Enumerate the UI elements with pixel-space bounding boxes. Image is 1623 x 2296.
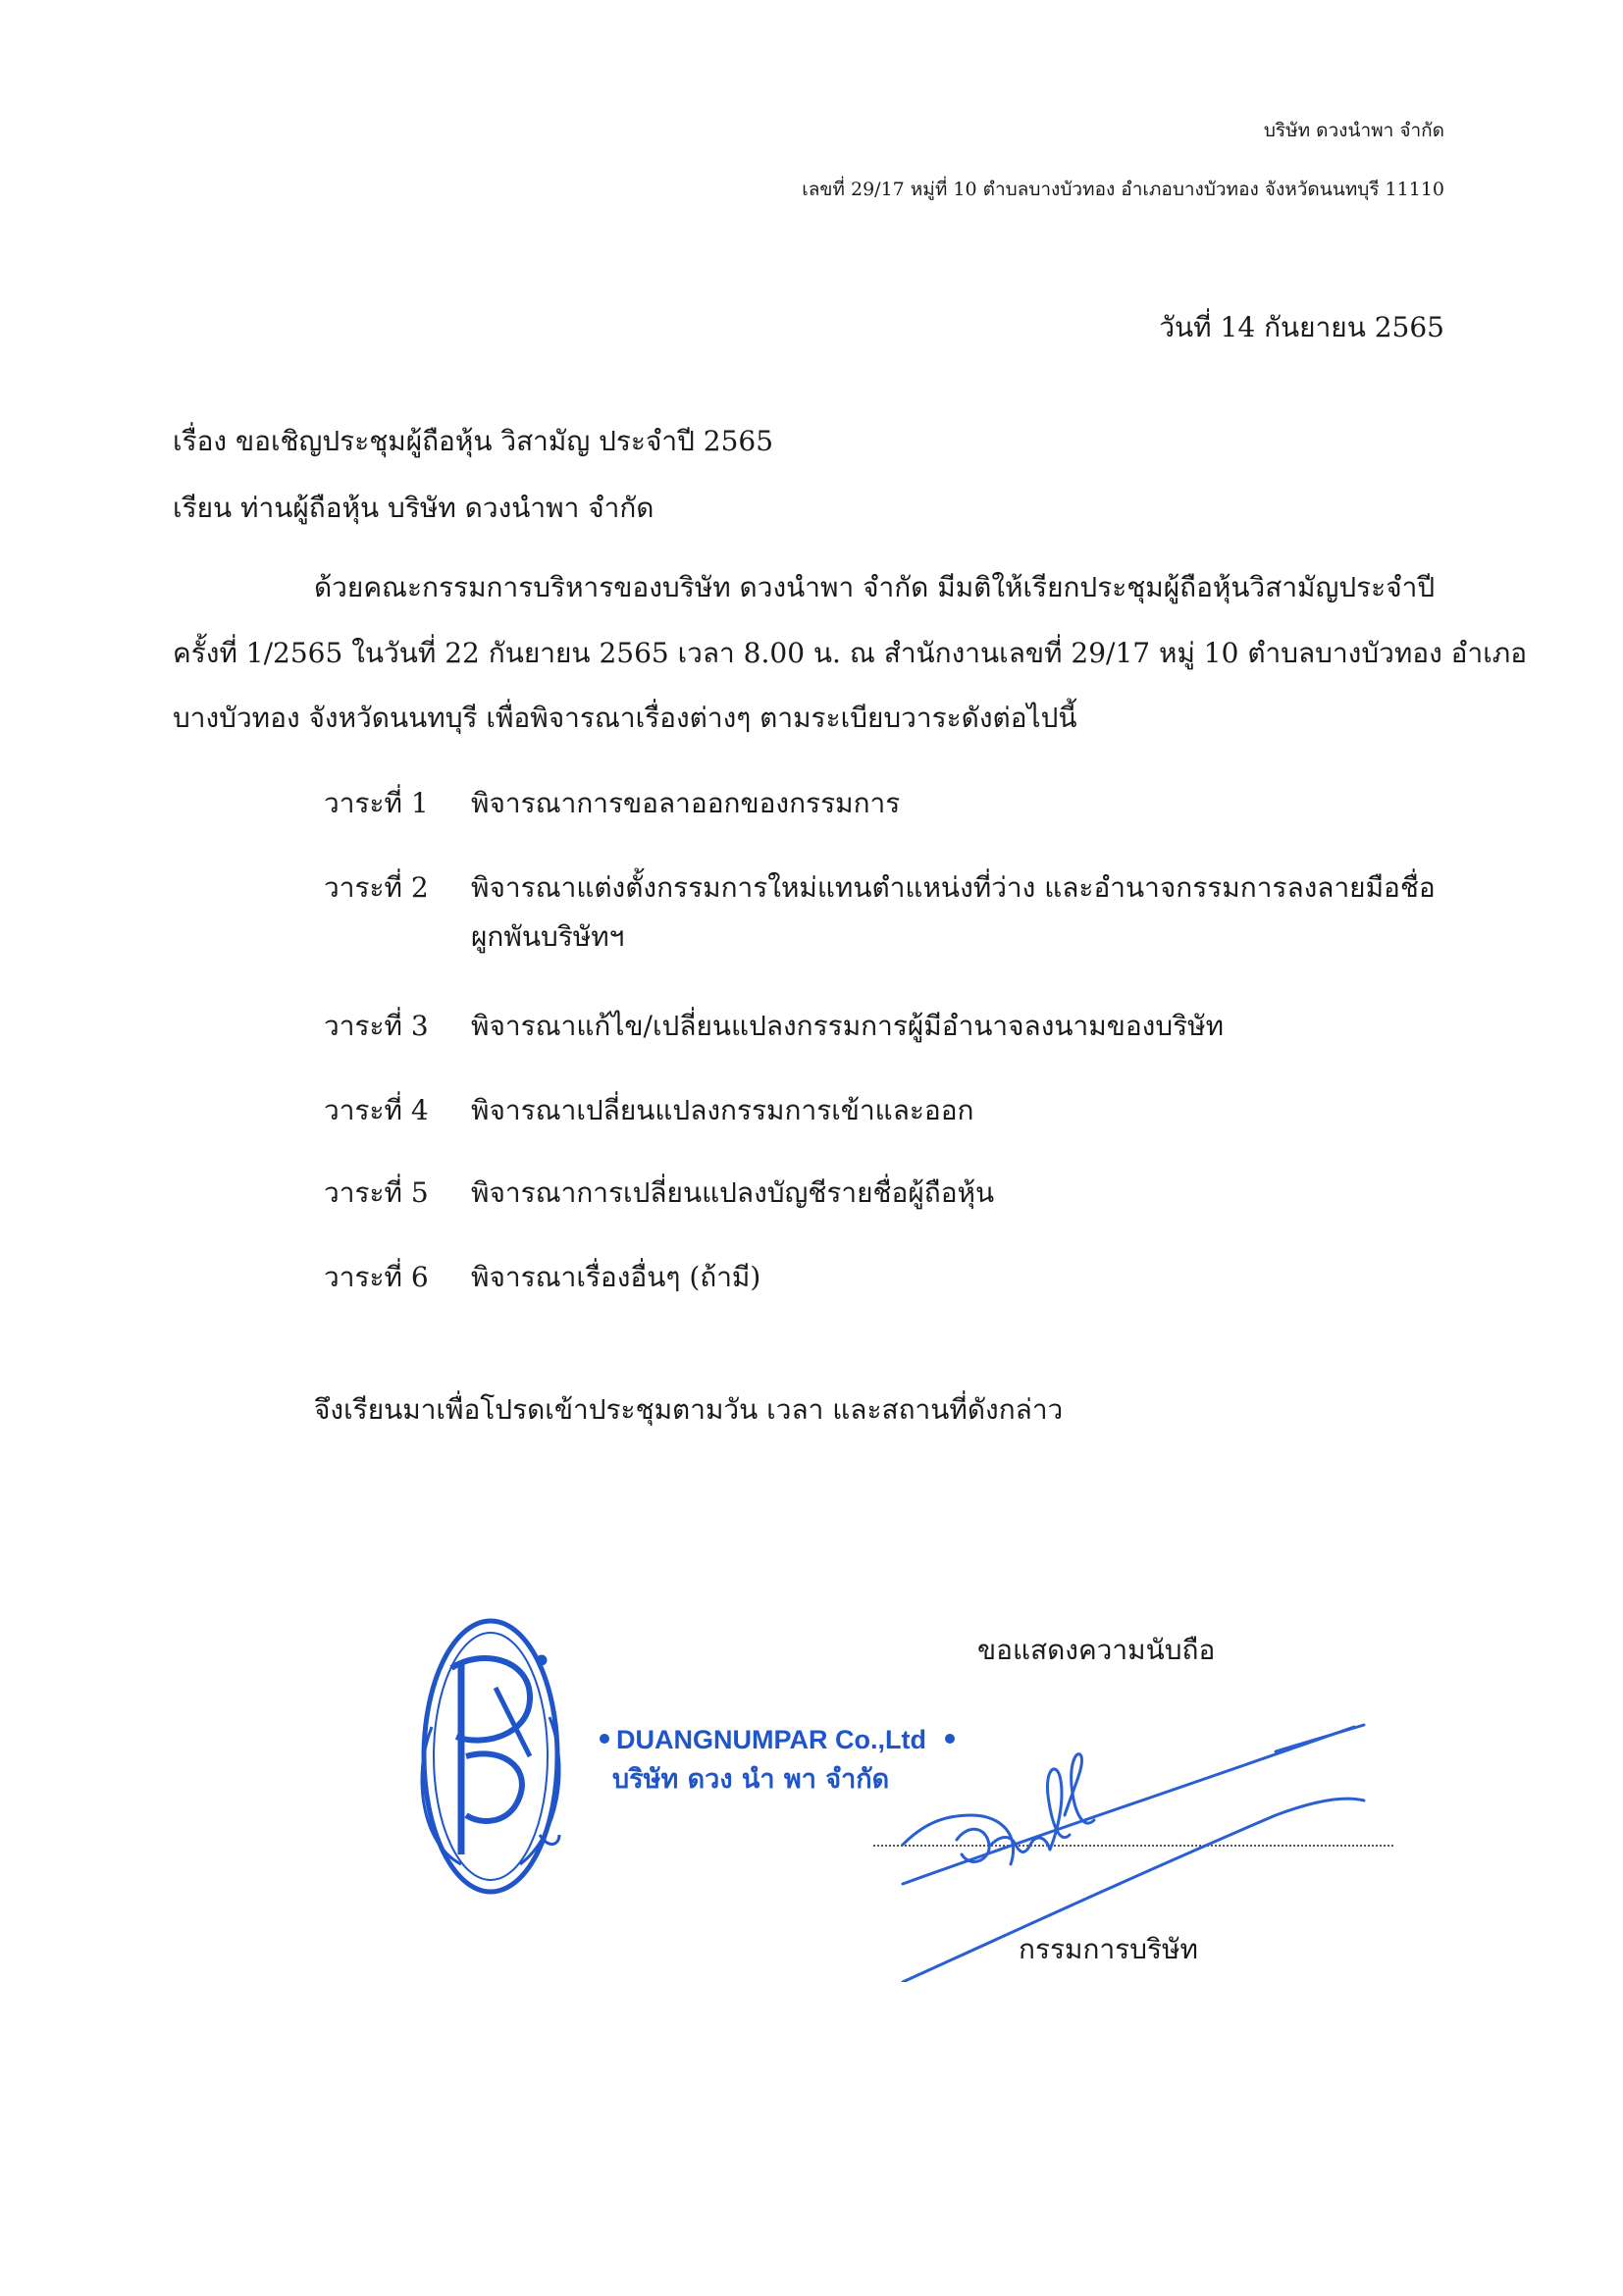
stamp-name-th: บริษัท ดวง นำ พา จำกัด — [612, 1764, 890, 1795]
agenda-item — [324, 1256, 761, 1299]
letter-date: วันที่ 14 กันยายน 2565 — [1159, 311, 1444, 343]
body-line-1: ด้วยคณะกรรมการบริหารของบริษัท ดวงนำพา จำกัด มีมติให้เรียกประชุมผู้ถือหุ้นวิสามัญประจำปี — [314, 571, 1436, 603]
agenda-item — [324, 782, 901, 825]
agenda-label: วาระที่ 3 — [324, 1010, 429, 1042]
agenda-text: พิจารณาเรื่องอื่นๆ (ถ้ามี) — [471, 1261, 761, 1293]
agenda-text: พิจารณาแก้ไข/เปลี่ยนแปลงกรรมการผู้มีอำนาจลงนามของบริษัท — [471, 1010, 1225, 1042]
agenda-label: วาระที่ 1 — [324, 787, 429, 819]
agenda-label: วาระที่ 6 — [324, 1261, 429, 1293]
regards-text: ขอแสดงความนับถือ — [977, 1634, 1216, 1666]
agenda-item — [324, 866, 1436, 953]
agenda-label: วาระที่ 5 — [324, 1176, 429, 1209]
letter-recipient: เรียน ท่านผู้ถือหุ้น บริษัท ดวงนำพา จำกัด — [173, 492, 654, 524]
agenda-text-continued: ผูกพันบริษัทฯ — [471, 920, 625, 953]
agenda-item — [324, 1172, 995, 1215]
agenda-text: พิจารณาการเปลี่ยนแปลงบัญชีรายชื่อผู้ถือหุ้น — [471, 1176, 995, 1209]
signer-title: กรรมการบริษัท — [1019, 1933, 1198, 1965]
body-line-2: ครั้งที่ 1/2565 ในวันที่ 22 กันยายน 2565 เวลา 8.00 น. ณ สำนักงานเลขที่ 29/17 หมู่ 10 ตำบลบางบัวทอง อำเภอ — [173, 637, 1528, 669]
body-line-3: บางบัวทอง จังหวัดนนทบุรี เพื่อพิจารณาเรื่องต่างๆ ตามระเบียบวาระดังต่อไปนี้ — [173, 702, 1077, 734]
closing-sentence: จึงเรียนมาเพื่อโปรดเข้าประชุมตามวัน เวลา และสถานที่ดังกล่าว — [314, 1393, 1064, 1426]
agenda-item — [324, 1005, 1225, 1048]
letter-subject: เรื่อง ขอเชิญประชุมผู้ถือหุ้น วิสามัญ ประจำปี 2565 — [173, 425, 774, 457]
agenda-item — [324, 1089, 974, 1132]
agenda-text: พิจารณาการขอลาออกของกรรมการ — [471, 787, 901, 819]
company-name-header: บริษัท ดวงนำพา จำกัด — [1263, 120, 1444, 141]
stamp-name-en: DUANGNUMPAR Co.,Ltd — [616, 1725, 926, 1754]
agenda-label: วาระที่ 2 — [324, 871, 429, 904]
agenda-text: พิจารณาแต่งตั้งกรรมการใหม่แทนตำแหน่งที่ว่าง และอำนาจกรรมการลงลายมือชื่อ — [471, 871, 1436, 904]
company-address: เลขที่ 29/17 หมู่ที่ 10 ตำบลบางบัวทอง อำเภอบางบัวทอง จังหวัดนนทบุรี 11110 — [802, 179, 1444, 200]
agenda-text: พิจารณาเปลี่ยนแปลงกรรมการเข้าและออก — [471, 1094, 974, 1126]
agenda-label: วาระที่ 4 — [324, 1094, 429, 1126]
